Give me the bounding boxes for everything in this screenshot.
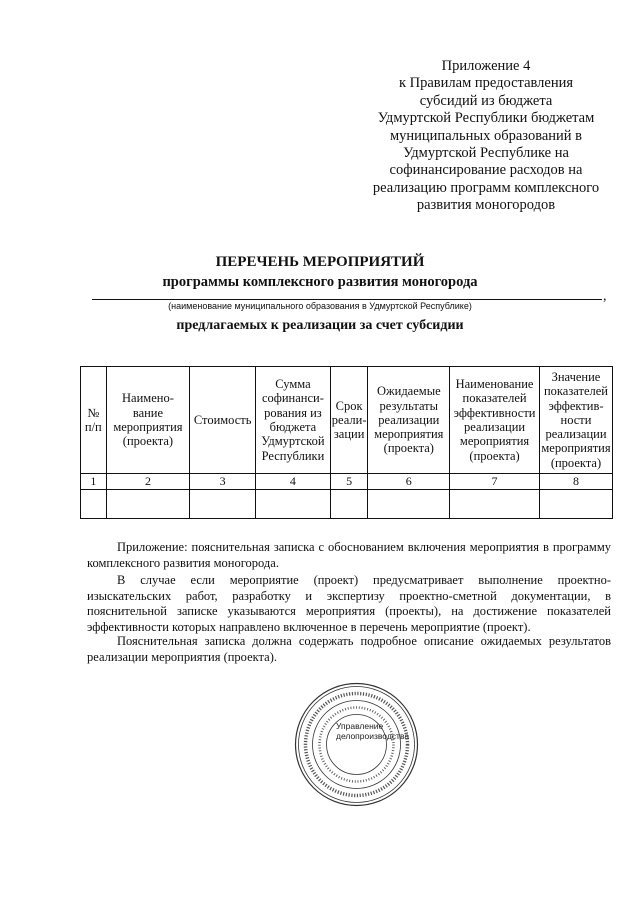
- table-number-row: [81, 474, 613, 490]
- paragraph-text: Пояснительная записка должна содержать подробное описание ожидаемых результатов реализации мероприятия (проекта).: [87, 634, 611, 664]
- appendix-block: [352, 58, 620, 215]
- blank-comma: ,: [603, 289, 607, 304]
- stamp-label-line: Управление: [336, 721, 384, 731]
- stamp-label: [336, 721, 410, 741]
- stamp-label-line: делопроизводства: [336, 731, 410, 741]
- appendix-line: Приложение 4: [441, 58, 531, 74]
- appendix-line: развития моногородов: [416, 197, 556, 214]
- appendix-line: реализацию программ комплексного: [372, 179, 600, 196]
- table-header-cell: Наименование показателей эффективности реализации мероприятия (проекта): [450, 367, 540, 474]
- seal-stamp-icon: [293, 681, 420, 808]
- table-empty-row: [81, 490, 613, 519]
- table-cell: 6: [368, 474, 450, 490]
- document-subtitle-2: предлагаемых к реализации за счет субсидии: [176, 318, 464, 333]
- paragraph-attachment: [87, 540, 611, 571]
- table-cell: [190, 490, 256, 519]
- appendix-line: к Правилам предоставления: [398, 75, 574, 92]
- table-cell: [539, 490, 612, 519]
- appendix-line: муниципальных образований в: [389, 127, 583, 144]
- table-cell: [106, 490, 190, 519]
- paragraph-explanatory-note: [87, 634, 611, 665]
- table-cell: 2: [106, 474, 190, 490]
- table-header-cell: Стоимость: [190, 367, 256, 474]
- measures-table: [80, 366, 613, 519]
- paragraph-text: Приложение: пояснительная записка с обоснованием включения мероприятия в программу комплексного развития моногорода.: [87, 540, 611, 570]
- table-cell: [450, 490, 540, 519]
- table-header-cell: Сумма софинанси-рования из бюджета Удмуртской Республики: [256, 367, 331, 474]
- blank-note: (наименование муниципального образования в Удмуртской Республике): [168, 301, 472, 311]
- paragraph-text: В случае если мероприятие (проект) предусматривает выполнение проектно-изыскательских работ, разработку и экспертизу проектно-сметной документации, в пояснительной записке указываются мероприятия (проекты), на достижение показателей эффективности которых направлено включенное в перечень мероприятие (проект).: [87, 573, 611, 634]
- table-cell: 7: [450, 474, 540, 490]
- table-cell: [256, 490, 331, 519]
- paragraph-design-works: [87, 573, 611, 635]
- table-cell: 3: [190, 474, 256, 490]
- document-title: ПЕРЕЧЕНЬ МЕРОПРИЯТИЙ: [215, 254, 425, 270]
- table-header-cell: Наимено-вание мероприятия (проекта): [106, 367, 190, 474]
- table-header-cell: Ожидаемые результаты реализации мероприятия (проекта): [368, 367, 450, 474]
- table-cell: [81, 490, 107, 519]
- blank-underline: [92, 299, 602, 300]
- appendix-line: Удмуртской Республике на: [403, 145, 569, 162]
- table-cell: 4: [256, 474, 331, 490]
- table-header-row: [81, 367, 613, 474]
- table-header-cell: Срок реали-зации: [330, 367, 368, 474]
- document-subtitle: программы комплексного развития моногорода: [162, 274, 478, 290]
- appendix-line: Удмуртской Республики бюджетам: [377, 110, 595, 127]
- table-cell: 8: [539, 474, 612, 490]
- table-cell: 5: [330, 474, 368, 490]
- table-header-cell: Значение показателей эффектив-ности реализации мероприятия (проекта): [539, 367, 612, 474]
- table-cell: 1: [81, 474, 107, 490]
- appendix-line: софинансирование расходов на: [389, 162, 583, 179]
- table-cell: [330, 490, 368, 519]
- table-header-cell: № п/п: [81, 367, 107, 474]
- table-cell: [368, 490, 450, 519]
- appendix-line: субсидий из бюджета: [419, 92, 553, 109]
